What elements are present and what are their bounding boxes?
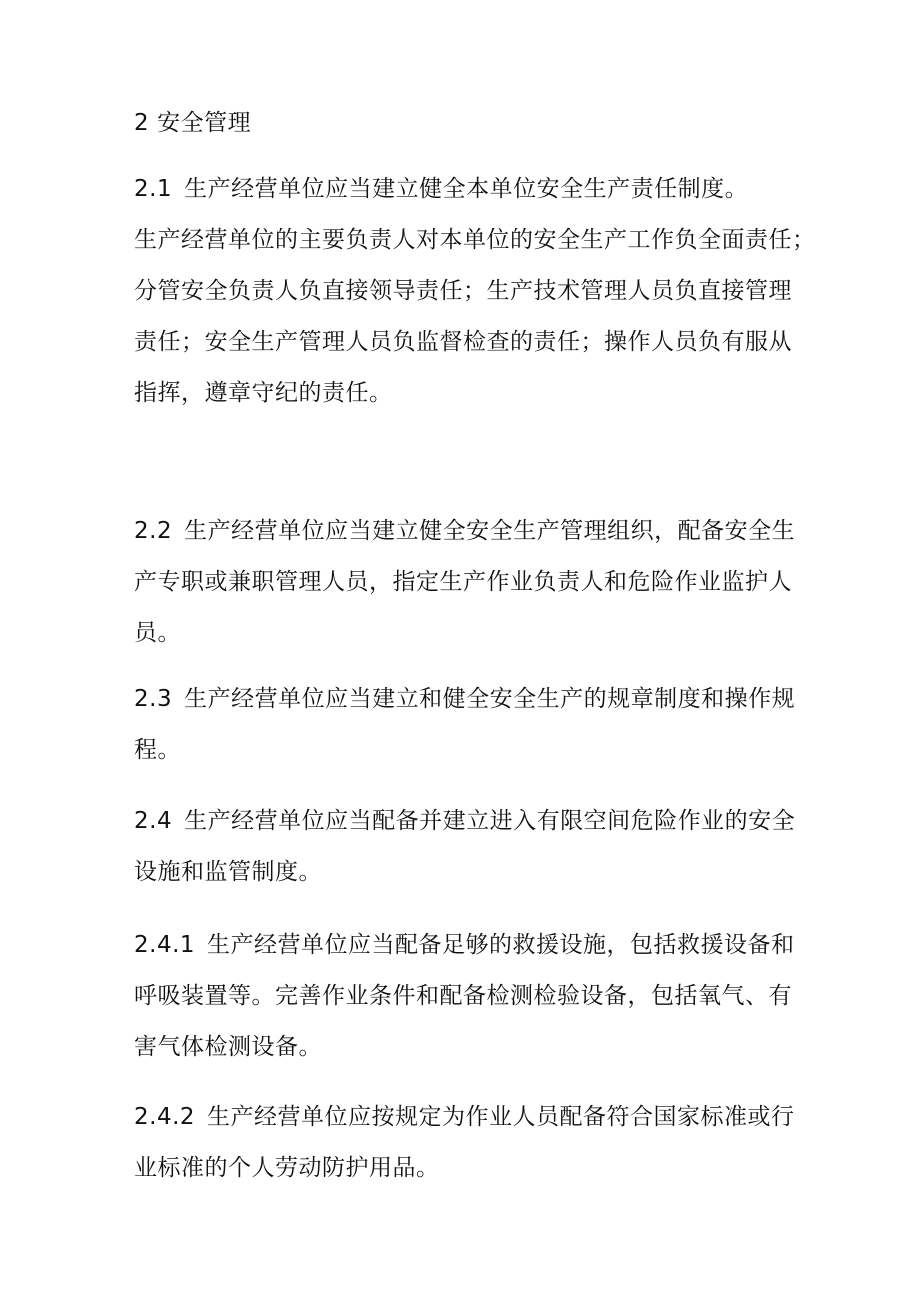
section-number: 2.2: [134, 518, 173, 544]
paragraph-line: [134, 506, 798, 557]
paragraph-text: 生产经营单位应当配备足够的救援设施，包括救援设备和: [207, 932, 795, 958]
paragraph-text: 生产经营单位应按规定为作业人员配备符合国家标准或行: [207, 1104, 795, 1130]
section-number: 2.4: [134, 808, 173, 834]
paragraph-2-2: [134, 506, 798, 659]
paragraph-line: [134, 1092, 798, 1143]
paragraph-line: 生产经营单位的主要负责人对本单位的安全生产工作负全面责任；: [134, 227, 816, 253]
paragraph-line: 设施和监管制度。: [134, 859, 322, 885]
heading-text: 安全管理: [157, 110, 252, 136]
paragraph-line: 程。: [134, 737, 181, 763]
paragraph-line: 员。: [134, 620, 181, 646]
paragraph-line: [134, 796, 798, 847]
paragraph-line: 责任；安全生产管理人员负监督检查的责任；操作人员负有服从: [134, 329, 792, 355]
paragraph-2-1: [134, 164, 816, 419]
paragraph-line: [134, 920, 798, 971]
paragraph-text: 生产经营单位应当配备并建立进入有限空间危险作业的安全: [184, 808, 796, 834]
paragraph-line: 指挥，遵章守纪的责任。: [134, 380, 393, 406]
paragraph-2-3: [134, 674, 798, 776]
paragraph-line: [134, 674, 798, 725]
paragraph-2-4-1: [134, 920, 798, 1073]
paragraph-line: [134, 164, 798, 215]
paragraph-line: 分管安全负责人负直接领导责任；生产技术管理人员负直接管理: [134, 278, 792, 304]
heading-line: [134, 98, 798, 149]
paragraph-line: 呼吸装置等。完善作业条件和配备检测检验设备，包括氧气、有: [134, 983, 792, 1009]
section-number: 2.1: [134, 176, 173, 202]
paragraph-line: 业标准的个人劳动防护用品。: [134, 1155, 440, 1181]
paragraph-line: 害气体检测设备。: [134, 1034, 322, 1060]
paragraph-2-4: [134, 796, 798, 898]
paragraph-text: 生产经营单位应当建立健全本单位安全生产责任制度。: [184, 176, 749, 202]
section-number: 2.4.1: [134, 932, 196, 958]
paragraph-line: 产专职或兼职管理人员，指定生产作业负责人和危险作业监护人: [134, 569, 792, 595]
paragraph-text: 生产经营单位应当建立和健全安全生产的规章制度和操作规: [184, 686, 796, 712]
paragraph-text: 生产经营单位应当建立健全安全生产管理组织，配备安全生: [184, 518, 796, 544]
section-number: 2.3: [134, 686, 173, 712]
paragraph-2-4-2: [134, 1092, 798, 1194]
section-number: 2.4.2: [134, 1104, 196, 1130]
section-heading-2: [134, 98, 798, 149]
section-number: 2: [134, 110, 150, 136]
